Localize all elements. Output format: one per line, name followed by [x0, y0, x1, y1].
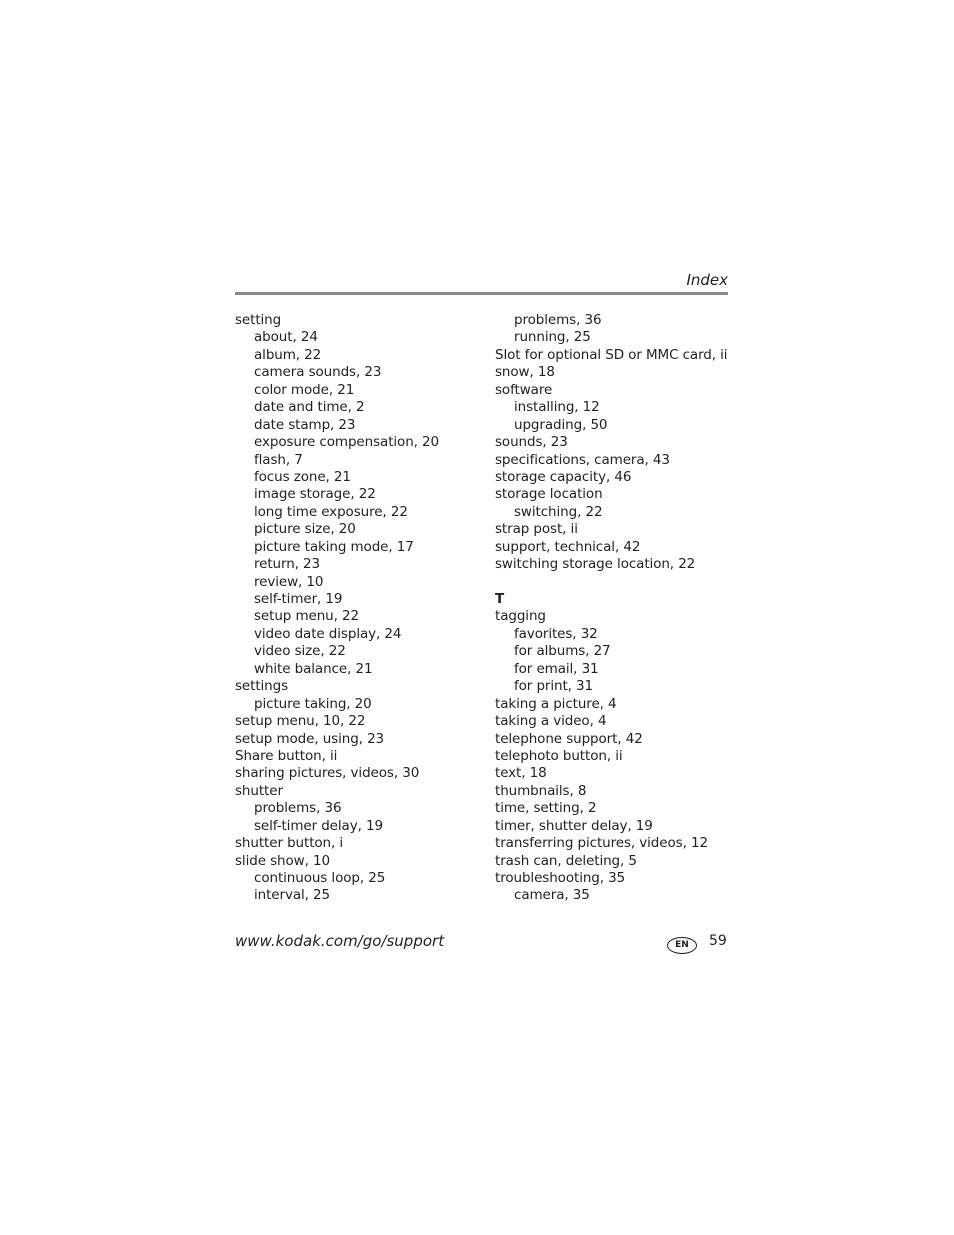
index-entry: sounds, 23 [495, 434, 568, 451]
header-divider [235, 292, 728, 295]
index-subentry: problems, 36 [254, 800, 342, 817]
index-column-left [235, 312, 485, 905]
index-subentry: video date display, 24 [254, 625, 402, 642]
index-subentry: camera, 35 [514, 887, 590, 904]
index-subentry: running, 25 [514, 329, 591, 346]
index-entry: text, 18 [495, 765, 547, 782]
index-subentry: date and time, 2 [254, 399, 365, 416]
index-entry: specifications, camera, 43 [495, 451, 670, 468]
index-entry: snow, 18 [495, 364, 555, 381]
index-entry: Share button, ii [235, 747, 338, 764]
index-subentry: focus zone, 21 [254, 468, 351, 485]
index-entry: tagging [495, 608, 546, 625]
index-entry: setup mode, using, 23 [235, 730, 385, 747]
index-entry: software [495, 381, 553, 398]
index-subentry: upgrading, 50 [514, 416, 608, 433]
index-letter-heading: T [495, 591, 505, 607]
index-subentry: for albums, 27 [514, 643, 611, 660]
index-subentry: color mode, 21 [254, 381, 355, 398]
index-entry: troubleshooting, 35 [495, 870, 626, 886]
index-entry: trash can, deleting, 5 [495, 852, 637, 869]
index-entry: slide show, 10 [235, 852, 330, 869]
index-entry: time, setting, 2 [495, 800, 597, 817]
index-entry: transferring pictures, videos, 12 [495, 835, 708, 852]
index-entry: storage capacity, 46 [495, 468, 632, 485]
index-entry: shutter [235, 782, 283, 799]
index-subentry: review, 10 [254, 573, 324, 590]
page-number: 59 [709, 933, 727, 949]
index-entry: strap post, ii [495, 521, 578, 538]
index-entry: taking a video, 4 [495, 713, 607, 730]
index-entry: thumbnails, 8 [495, 782, 587, 799]
index-subentry: installing, 12 [514, 399, 600, 416]
index-subentry: picture taking, 20 [254, 695, 372, 712]
index-subentry: setup menu, 22 [254, 608, 359, 625]
index-entry: taking a picture, 4 [495, 695, 617, 712]
index-subentry: picture size, 20 [254, 521, 356, 538]
index-entry: sharing pictures, videos, 30 [235, 765, 420, 782]
index-subentry: continuous loop, 25 [254, 870, 386, 886]
index-subentry: image storage, 22 [254, 486, 376, 503]
index-entry: switching storage location, 22 [495, 556, 696, 573]
index-entry: support, technical, 42 [495, 538, 641, 555]
index-entry: shutter button, i [235, 835, 344, 852]
index-entry: setting [235, 312, 282, 328]
index-subentry: date stamp, 23 [254, 416, 356, 433]
index-subentry: favorites, 32 [514, 625, 598, 642]
index-subentry: long time exposure, 22 [254, 503, 408, 520]
index-subentry: album, 22 [254, 346, 322, 363]
section-title: Index [686, 271, 728, 289]
index-subentry: switching, 22 [514, 503, 603, 520]
index-subentry: picture taking mode, 17 [254, 538, 414, 555]
index-entry: settings [235, 678, 289, 695]
index-entry: timer, shutter delay, 19 [495, 817, 653, 834]
index-subentry: problems, 36 [514, 312, 602, 328]
index-entry: telephone support, 42 [495, 730, 643, 747]
index-subentry: exposure compensation, 20 [254, 434, 440, 451]
index-subentry: return, 23 [254, 556, 321, 573]
index-subentry: about, 24 [254, 329, 318, 346]
index-subentry: white balance, 21 [254, 660, 373, 677]
index-subentry: interval, 25 [254, 887, 331, 904]
index-entry: telephoto button, ii [495, 747, 623, 764]
index-subentry: for email, 31 [514, 660, 599, 677]
index-subentry: flash, 7 [254, 451, 303, 468]
index-subentry: self-timer delay, 19 [254, 817, 383, 834]
index-subentry: for print, 31 [514, 678, 594, 695]
index-entry: setup menu, 10, 22 [235, 713, 366, 730]
index-spacer [495, 574, 735, 591]
support-url: www.kodak.com/go/support [235, 932, 445, 950]
index-subentry: camera sounds, 23 [254, 364, 382, 381]
index-entry: Slot for optional SD or MMC card, ii [495, 346, 728, 363]
index-entry: storage location [495, 486, 603, 503]
index-subentry: self-timer, 19 [254, 591, 343, 607]
language-badge: EN [667, 937, 697, 954]
index-subentry: video size, 22 [254, 643, 346, 660]
index-column-right [495, 312, 735, 905]
